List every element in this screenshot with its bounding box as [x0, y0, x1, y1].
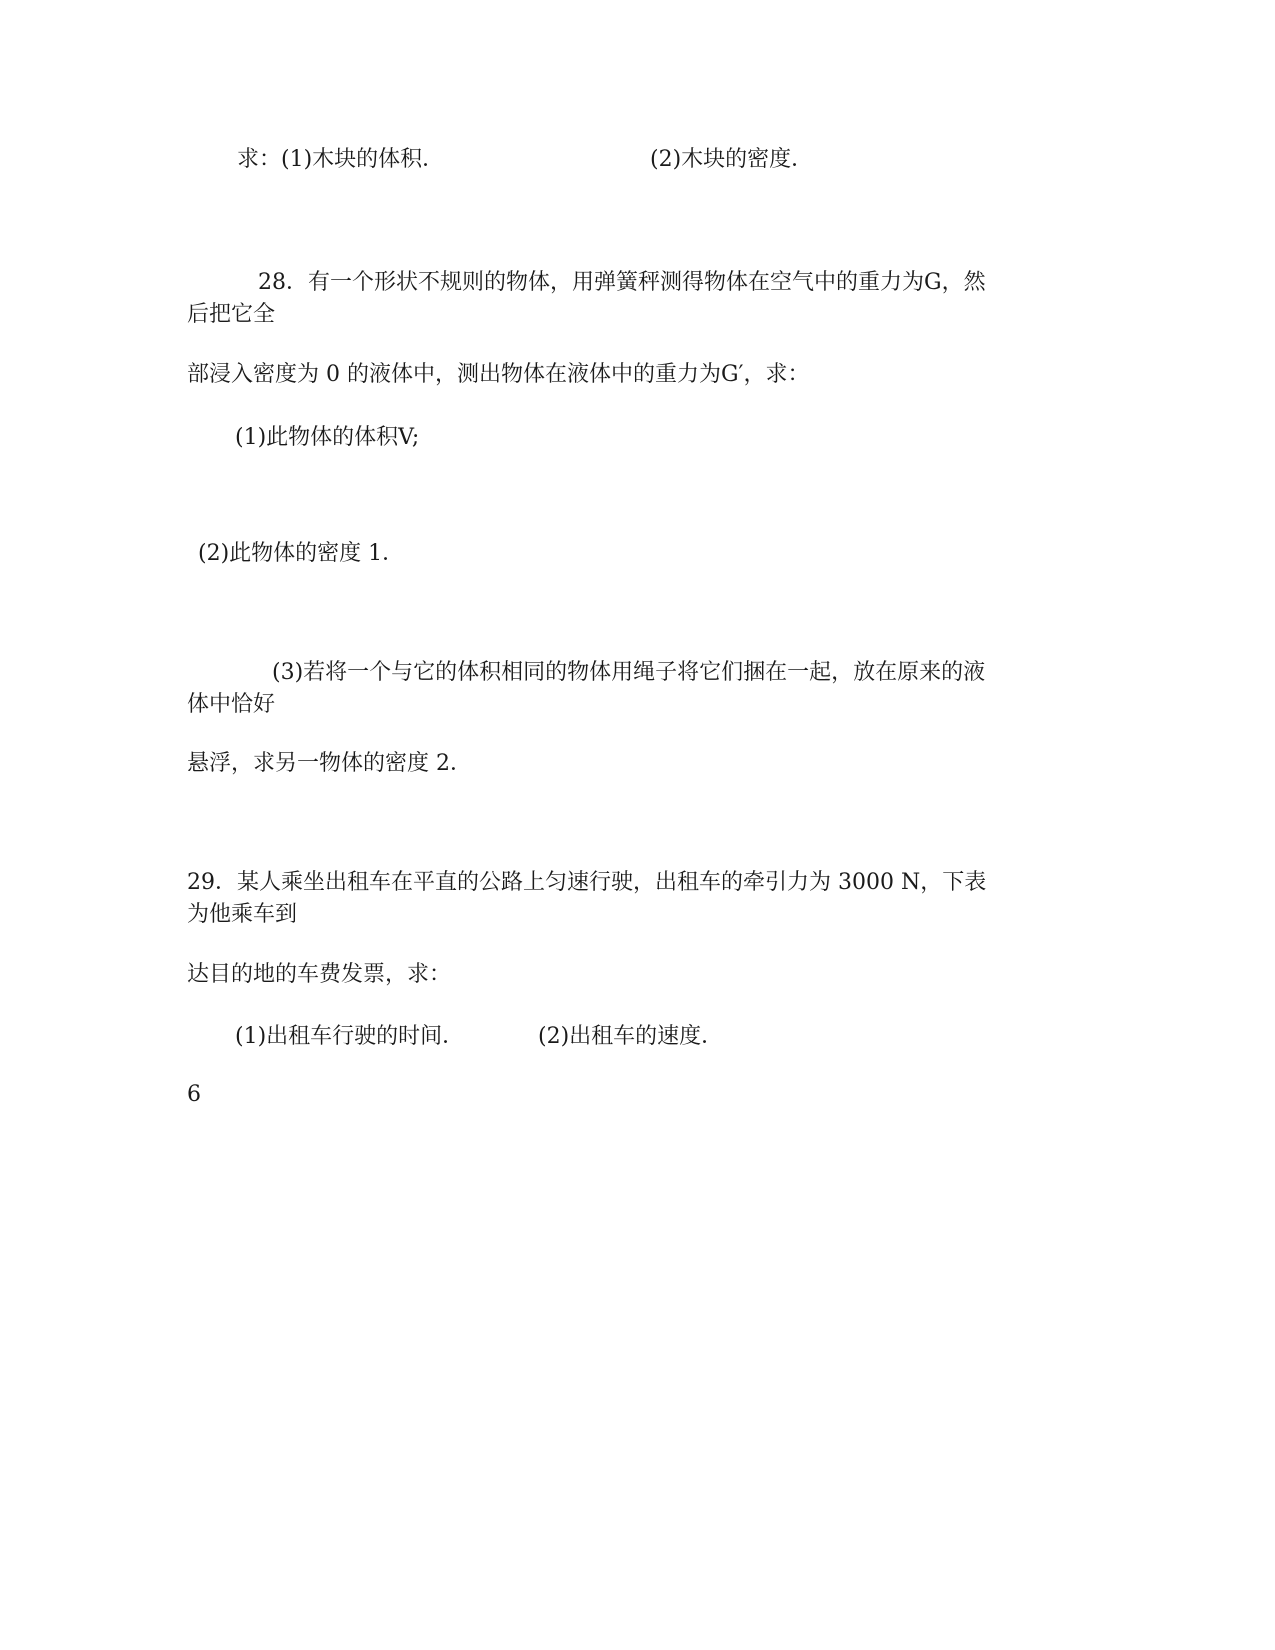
- q29-sub2: (2)出租车的速度．: [538, 1024, 724, 1049]
- q29-line3: 达目的地的车费发票，求：: [187, 962, 452, 987]
- q28-sub3-line3: 悬浮，求另一物体的密度 2．: [187, 751, 472, 776]
- q29-line1: 29．某人乘坐出租车在平直的公路上匀速行驶，出租车的牵引力为 3000 N，下表: [187, 870, 987, 895]
- q27-ask-density: (2)木块的密度．: [650, 147, 814, 172]
- q28-sub3-line2: 体中恰好: [187, 692, 276, 717]
- q28-sub1: (1)此物体的体积V;: [235, 425, 420, 450]
- q28-sub3-line1: (3)若将一个与它的体积相同的物体用绳子将它们捆在一起，放在原来的液: [272, 660, 986, 685]
- q28-line2: 后把它全: [187, 302, 276, 327]
- q27-ask-volume: 求：(1)木块的体积．: [237, 147, 445, 172]
- page-number: 6: [187, 1082, 201, 1107]
- q29-line2: 为他乘车到: [187, 902, 298, 927]
- q28-line1: 28．有一个形状不规则的物体，用弹簧秤测得物体在空气中的重力为G，然: [258, 270, 986, 295]
- q28-sub2: (2)此物体的密度 1．: [198, 541, 405, 566]
- q28-line3: 部浸入密度为 0 的液体中，测出物体在液体中的重力为G′，求：: [187, 362, 810, 387]
- q29-sub1: (1)出租车行驶的时间．: [235, 1024, 465, 1049]
